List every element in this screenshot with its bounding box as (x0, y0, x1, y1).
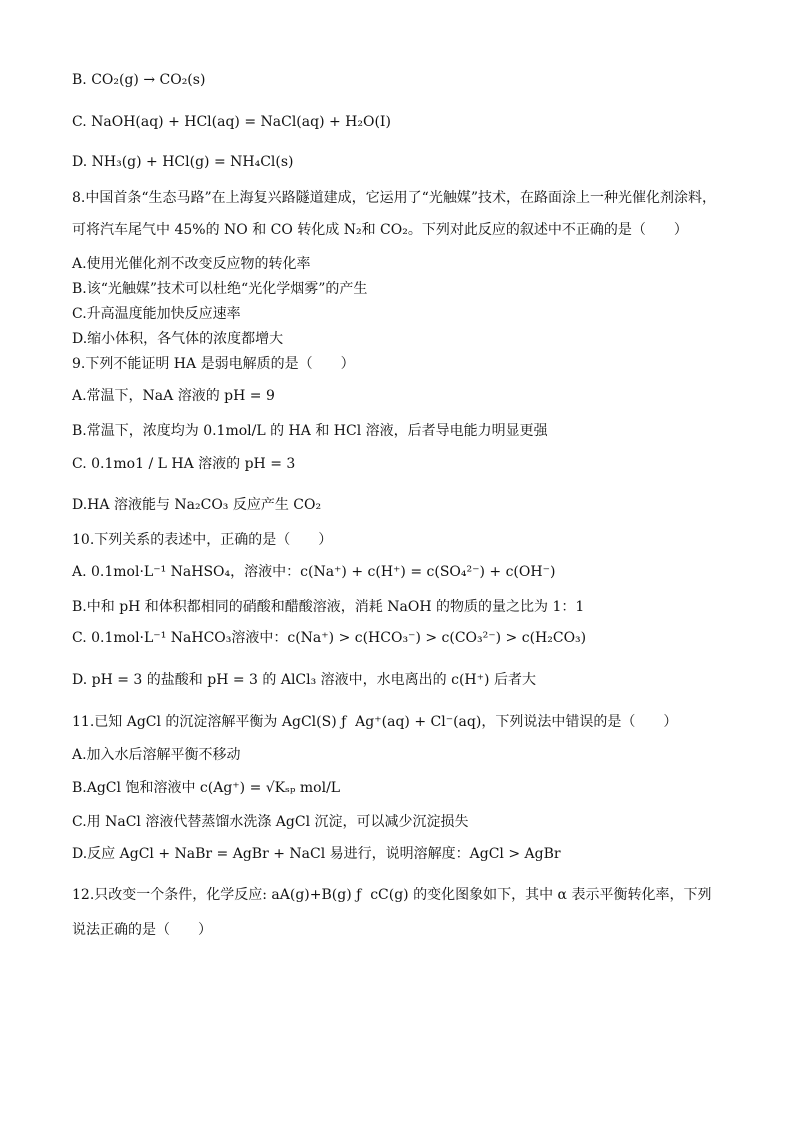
line-text: B.中和 pH 和体积都相同的硝酸和醋酸溶液，消耗 NaOH 的物质的量之比为 1：1 (72, 599, 585, 615)
line-text: B.该“光触媒”技术可以杜绝“光化学烟雾”的产生 (72, 281, 368, 297)
line-text: 9.下列不能证明 HA 是弱电解质的是（ ） (72, 356, 355, 372)
question-12-stem-cont (72, 920, 212, 940)
line-text: C. 0.1mol·L⁻¹ NaHCO₃溶液中：c(Na⁺) > c(HCO₃⁻) > c(CO₃²⁻) > c(H₂CO₃) (72, 630, 587, 646)
line-text: A.常温下，NaA 溶液的 pH = 9 (72, 388, 275, 404)
question-7-option-d (72, 152, 294, 172)
line-text: C. NaOH(aq) + HCl(aq) = NaCl(aq) + H₂O(I) (72, 114, 391, 130)
question-9-stem (72, 354, 355, 374)
line-text: D.HA 溶液能与 Na₂CO₃ 反应产生 CO₂ (72, 497, 322, 513)
question-10-option-a (72, 562, 555, 582)
question-11-option-a (72, 745, 241, 765)
question-7-option-c (72, 112, 391, 132)
line-text: 可将汽车尾气中 45%的 NO 和 CO 转化成 N₂和 CO₂。下列对此反应的叙述中不正确的是（ ） (72, 222, 688, 238)
line-text: 12.只改变一个条件，化学反应: aA(g)+B(g) ƒ cC(g) 的变化图象如下，其中 α 表示平衡转化率，下列 (72, 887, 712, 903)
question-9-option-a (72, 386, 275, 406)
line-text: D. NH₃(g) + HCl(g) = NH₄Cl(s) (72, 154, 294, 170)
line-text: C.升高温度能加快反应速率 (72, 306, 241, 322)
line-text: A.使用光催化剂不改变反应物的转化率 (72, 256, 311, 272)
question-11-option-b (72, 778, 340, 798)
line-text: D. pH = 3 的盐酸和 pH = 3 的 AlCl₃ 溶液中，水电离出的 c(H⁺) 后者大 (72, 672, 536, 688)
question-11-stem (72, 712, 677, 732)
question-10-option-d (72, 670, 536, 690)
question-8-option-b (72, 279, 367, 299)
question-8-stem-cont (72, 220, 688, 240)
question-12-stem (72, 885, 711, 905)
question-10-stem (72, 530, 332, 550)
question-11-option-c (72, 812, 469, 832)
question-9-option-d (72, 495, 321, 515)
line-text: A. 0.1mol·L⁻¹ NaHSO₄，溶液中：c(Na⁺) + c(H⁺) = c(SO₄²⁻) + c(OH⁻) (72, 564, 556, 580)
question-8-option-a (72, 254, 311, 274)
question-7-option-b (72, 70, 205, 90)
line-text: C. 0.1mo1 / L HA 溶液的 pH = 3 (72, 456, 296, 472)
line-text: B. CO₂(g) → CO₂(s) (72, 72, 206, 88)
line-text: 说法正确的是（ ） (72, 922, 212, 938)
question-10-option-c (72, 628, 586, 648)
question-8-stem (72, 188, 716, 208)
question-8-option-c (72, 304, 241, 324)
line-text: 11.已知 AgCl 的沉淀溶解平衡为 AgCl(S) ƒ Ag⁺(aq) + Cl⁻(aq)，下列说法中错误的是（ ） (72, 714, 678, 730)
question-11-option-d (72, 844, 561, 864)
line-text: B.AgCl 饱和溶液中 c(Ag⁺) = √Kₛₚ mol/L (72, 780, 341, 796)
question-8-option-d (72, 329, 283, 349)
question-10-option-b (72, 597, 584, 617)
line-text: A.加入水后溶解平衡不移动 (72, 747, 241, 763)
line-text: 10.下列关系的表述中，正确的是（ ） (72, 532, 333, 548)
line-text: D.缩小体积，各气体的浓度都增大 (72, 331, 284, 347)
line-text: 8.中国首条“生态马路”在上海复兴路隧道建成，它运用了“光触媒”技术，在路面涂上一种光催化剂涂料， (72, 190, 716, 206)
line-text: C.用 NaCl 溶液代替蒸馏水洗涤 AgCl 沉淀，可以减少沉淀损失 (72, 814, 469, 830)
question-9-option-b (72, 421, 548, 441)
question-9-option-c (72, 454, 295, 474)
line-text: D.反应 AgCl + NaBr = AgBr + NaCl 易进行，说明溶解度：AgCl > AgBr (72, 846, 561, 862)
line-text: B.常温下，浓度均为 0.1mol/L 的 HA 和 HCl 溶液，后者导电能力明显更强 (72, 423, 548, 439)
